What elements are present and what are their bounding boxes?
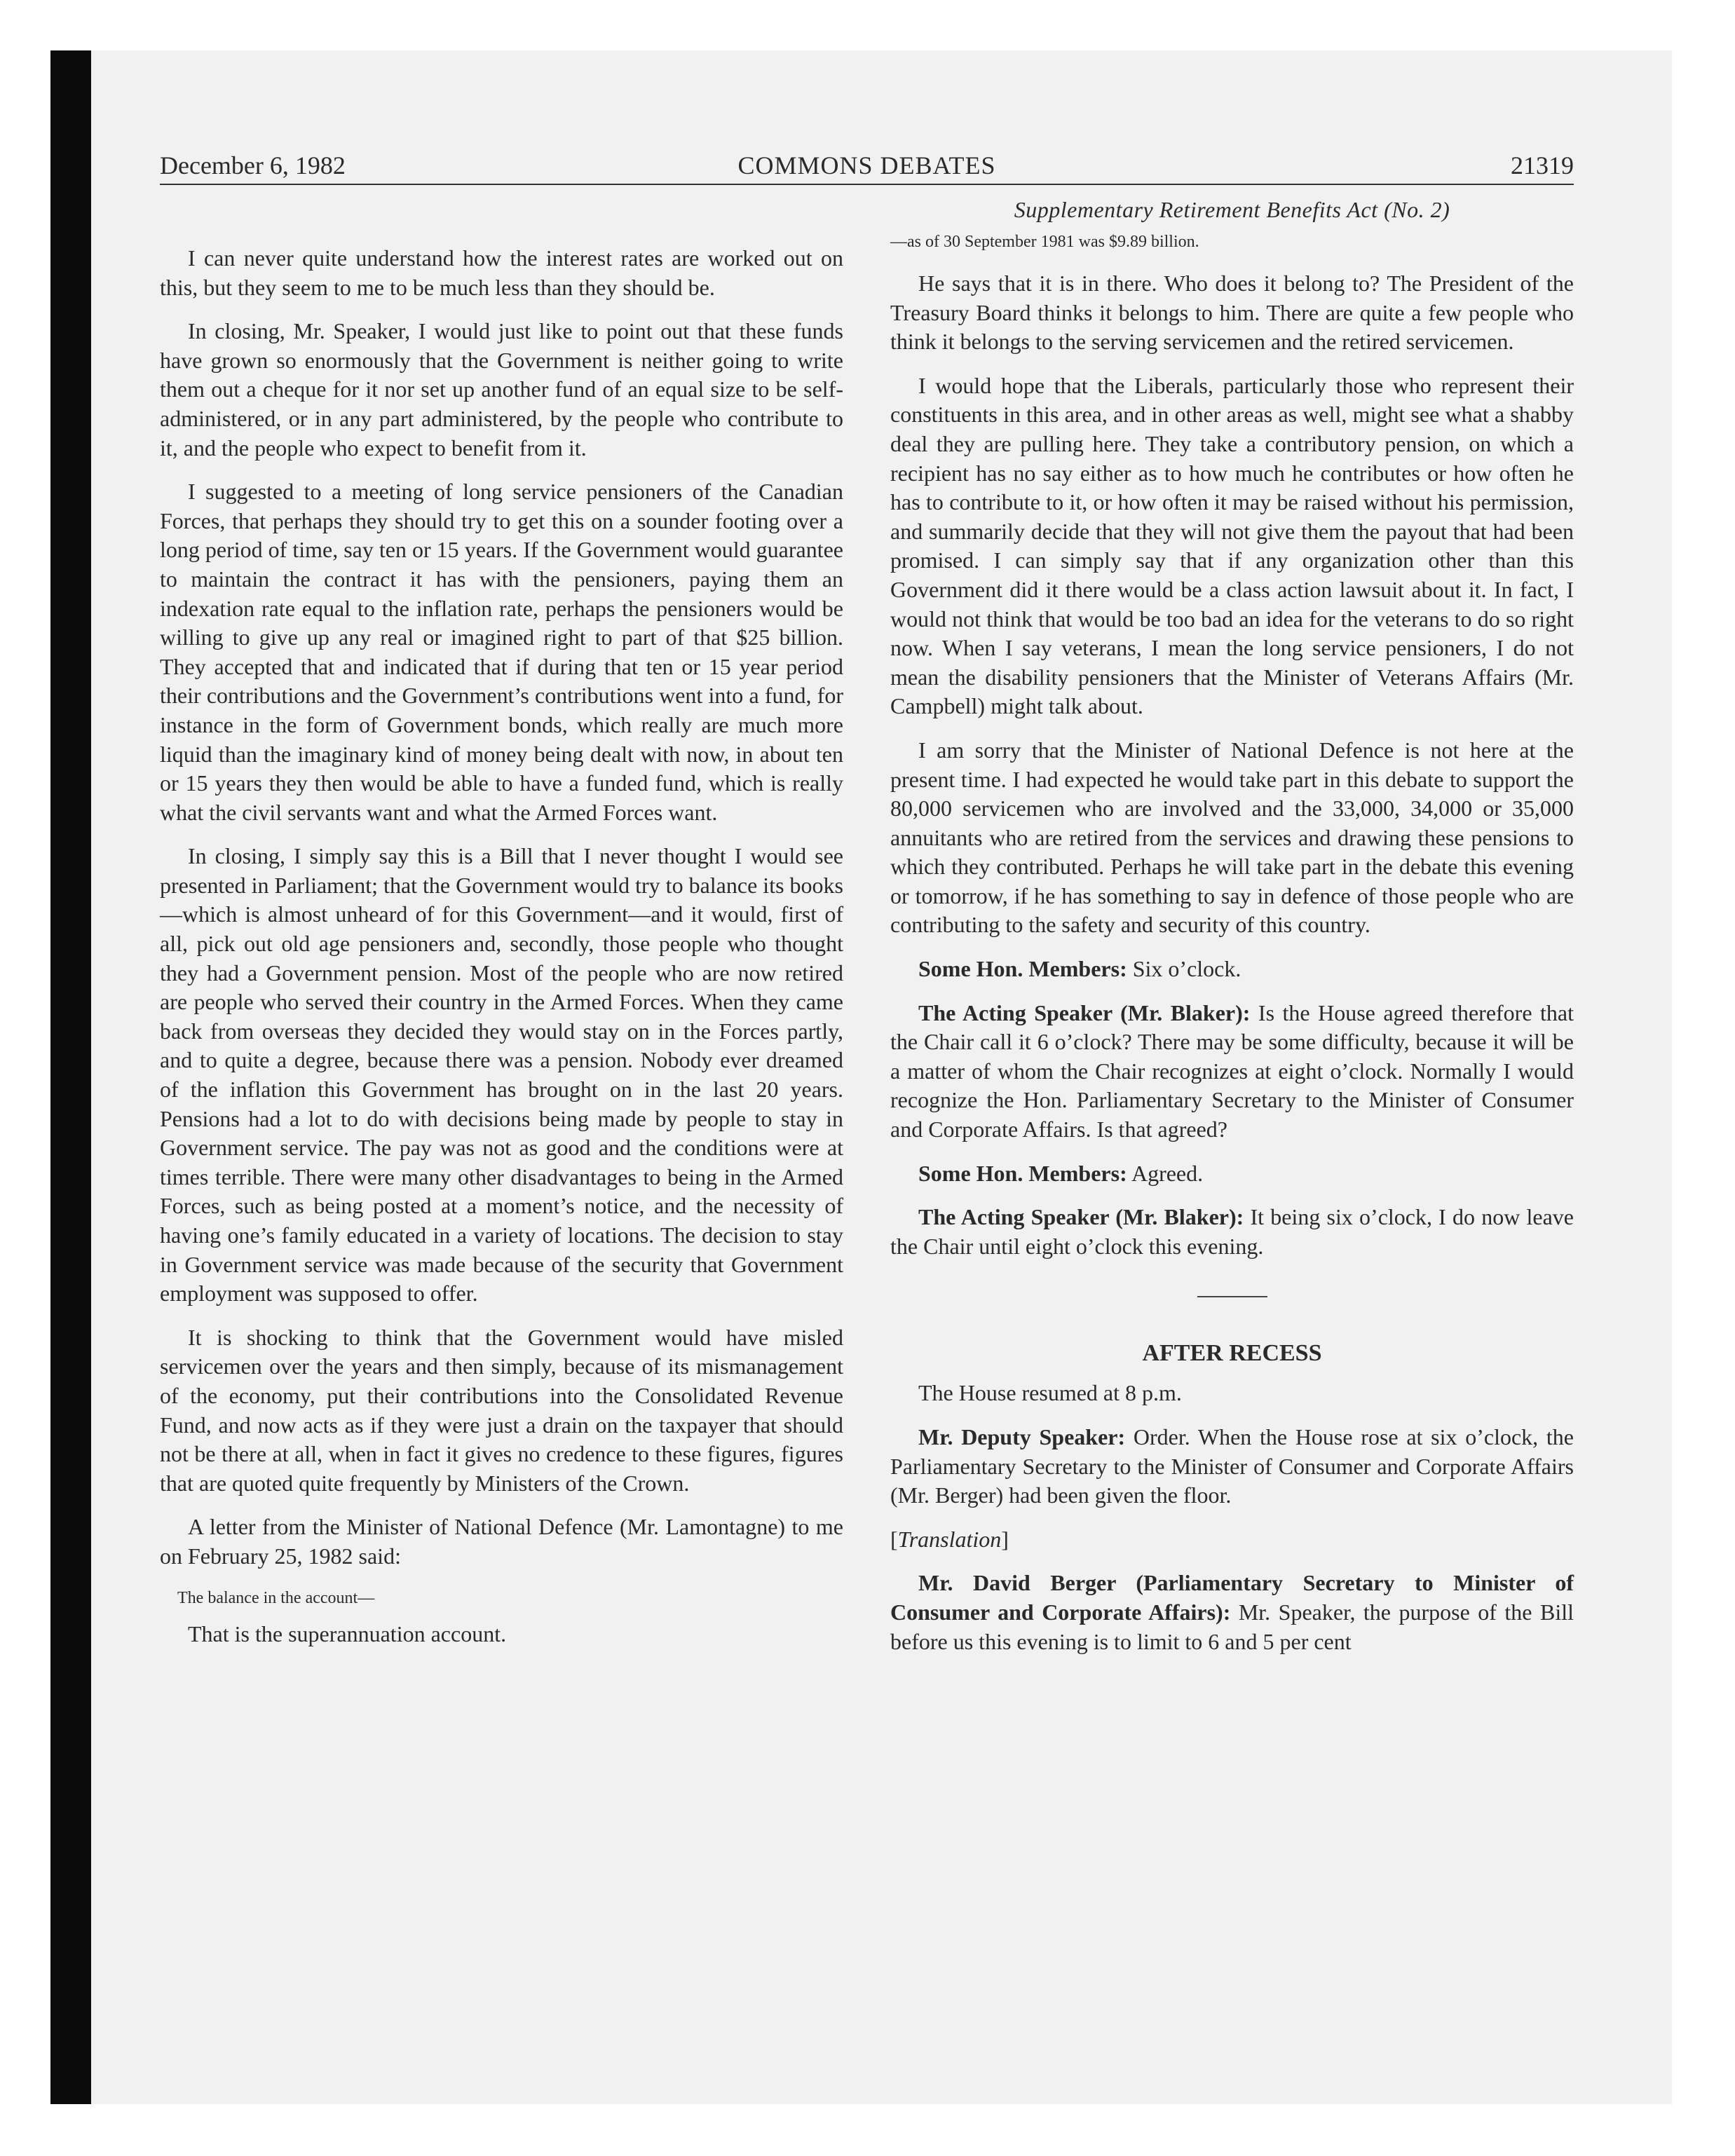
left-column xyxy=(160,195,843,1663)
header-page-number: 21319 xyxy=(1511,151,1574,179)
speaker-paragraph xyxy=(890,955,1574,984)
bracket-open: [ xyxy=(890,1526,898,1552)
speech-text: Six o’clock. xyxy=(1127,956,1241,982)
translation-label: Translation xyxy=(897,1526,1002,1552)
speech-text: Order. When the House rose at six o’clock, the Parliamentary Secretary to the Minister of Consumer and Corporate Affairs (Mr. Berger) had been given the floor. xyxy=(890,1424,1574,1508)
bracket-close: ] xyxy=(1001,1526,1009,1552)
speaker-paragraph xyxy=(890,1203,1574,1261)
speaker-name: The Acting Speaker (Mr. Blaker): xyxy=(918,999,1251,1025)
speaker-paragraph xyxy=(890,1423,1574,1510)
header-date: December 6, 1982 xyxy=(160,151,346,179)
speech-text: Mr. Speaker, the purpose of the Bill before us this evening is to limit to 6 and 5 per cent xyxy=(890,1599,1574,1654)
section-heading: AFTER RECESS xyxy=(1142,1340,1322,1367)
paragraph: I am sorry that the Minister of National Defence is not here at the present time. I had expected he would take part in this debate to support the 80,000 servicemen who are involved and the 33,000, 34,000 or 35,000 annuitants who are retired from the services and drawing these pensions to which they contributed. Perhaps he will take part in the debate this evening or tomorrow, if he has something to say in defence of those people who are contributing to the safety and security of this country. xyxy=(890,737,1574,938)
speaker-name: Some Hon. Members: xyxy=(918,956,1127,982)
speaker-name: Mr. David Berger (Parliamentary Secretary to Minister of Consumer and Corporate Affairs): xyxy=(890,1570,1574,1625)
paragraph: A letter from the Minister of National Defence (Mr. Lamontagne) to me on February 25, 1982 said: xyxy=(160,1514,843,1569)
speaker-paragraph xyxy=(890,999,1574,1145)
header-title: COMMONS DEBATES xyxy=(737,151,996,179)
right-column xyxy=(890,195,1574,1671)
speaker-name: Some Hon. Members: xyxy=(918,1160,1127,1186)
scan-edge-bar xyxy=(50,50,91,2104)
paragraph: In closing, I simply say this is a Bill that I never thought I would see presented in Parliament; that the Government would try to balance its books—which is almost unheard of for this Government—and it would, first of all, pick out old age pensioners and, secondly, those people who thought they had a Government pension. Most of the people who are now retired are people who served their country in the Armed Forces. When they came back from overseas they decided they would stay on in the Forces partly, and to quite a degree, because there was a pension. Nobody ever dreamed of the inflation this Government has brought on in the last 20 years. Pensions had a lot to do with decisions being made by people to stay in Government service. The pay was not as good and the conditions were at times terrible. There were many other disadvantages to being in the Armed Forces, such as being posted at a moment’s notice, and the necessity of having one’s family educated in a variety of locations. The decision to stay in Government service was made because of the security that Government employment was supposed to offer. xyxy=(160,843,843,1306)
quoted-letter-continued: —as of 30 September 1981 was $9.89 billion. xyxy=(890,233,1199,251)
paragraph: In closing, Mr. Speaker, I would just like to point out that these funds have grown so enormously that the Government is neither going to write them out a cheque for it nor set up another fund of an equal size to be self-administered, or in any part administered, by the people who contribute to it, and the people who expect to benefit from it. xyxy=(160,318,843,460)
translation-note xyxy=(890,1525,1574,1555)
speaker-paragraph xyxy=(890,1569,1574,1656)
paragraph: He says that it is in there. Who does it belong to? The President of the Treasury Board thinks it belongs to him. There are quite a few people who think it belongs to the serving servicemen and the retired servicemen. xyxy=(890,271,1574,355)
paragraph: That is the superannuation account. xyxy=(188,1621,507,1646)
header-rule xyxy=(160,184,1574,185)
speech-text: It being six o’clock, I do now leave the Chair until eight o’clock this evening. xyxy=(890,1204,1574,1259)
section-divider xyxy=(1197,1296,1267,1297)
speaker-name: Mr. Deputy Speaker: xyxy=(918,1424,1126,1449)
quoted-letter: The balance in the account— xyxy=(177,1588,375,1607)
page-header xyxy=(160,144,1574,186)
speaker-paragraph xyxy=(890,1159,1574,1189)
paragraph: I suggested to a meeting of long service pensioners of the Canadian Forces, that perhaps they should try to get this on a sounder footing over a long period of time, say ten or 15 years. If the Government would guarantee to maintain the contract it has with the pensioners, paying them an indexation rate equal to the inflation rate, perhaps the pensioners would be willing to give up any real or imagined right to part of that $25 billion. They accepted that and indicated that if during that ten or 15 year period their contributions and the Government’s contributions went into a fund, for instance in the form of Government bonds, which really are much more liquid than the imaginary kind of money being dealt with now, in about ten or 15 years they then would be able to have a funded fund, which is really what the civil servants want and what the Armed Forces want. xyxy=(160,479,843,825)
paragraph: It is shocking to think that the Government would have misled servicemen over the years and then simply, because of its mismanagement of the economy, put their contributions into the Consolidated Revenue Fund, and now acts as if they were just a drain on the taxpayer that should not be there at all, when in fact it gives no credence to these figures, figures that are quoted quite frequently by Ministers of the Crown. xyxy=(160,1324,843,1496)
running-head: Supplementary Retirement Benefits Act (No. 2) xyxy=(1014,197,1450,222)
speech-text: Agreed. xyxy=(1127,1160,1204,1186)
speaker-name: The Acting Speaker (Mr. Blaker): xyxy=(918,1204,1244,1230)
speech-text: Is the House agreed therefore that the Chair call it 6 o’clock? There may be some difficulty, because it will be a matter of whom the Chair recognizes at eight o’clock. Normally I would recognize the Hon. Parliamentary Secretary to the Minister of Consumer and Corporate Affairs. Is that agreed? xyxy=(890,999,1574,1142)
paragraph: The House resumed at 8 p.m. xyxy=(918,1380,1182,1406)
paragraph: I would hope that the Liberals, particularly those who represent their constituents in this area, and in other areas as well, might see what a shabby deal they are pulling here. They take a contributory pension, on which a recipient has no say either as to how much he contributes or how often he has to contribute to it, or how often it may be raised without his permission, and summarily decide that they will not give them the payout that had been promised. I can simply say that if any organization other than this Government did it there would be a class action lawsuit about it. In fact, I would not think that would be too bad an idea for the veterans to do so right now. When I say veterans, I mean the long service pensioners, I do not mean the disability pensioners that the Minister of Veterans Affairs (Mr. Campbell) might talk about. xyxy=(890,372,1574,719)
paragraph: I can never quite understand how the interest rates are worked out on this, but they seem to me to be much less than they should be. xyxy=(160,245,843,300)
